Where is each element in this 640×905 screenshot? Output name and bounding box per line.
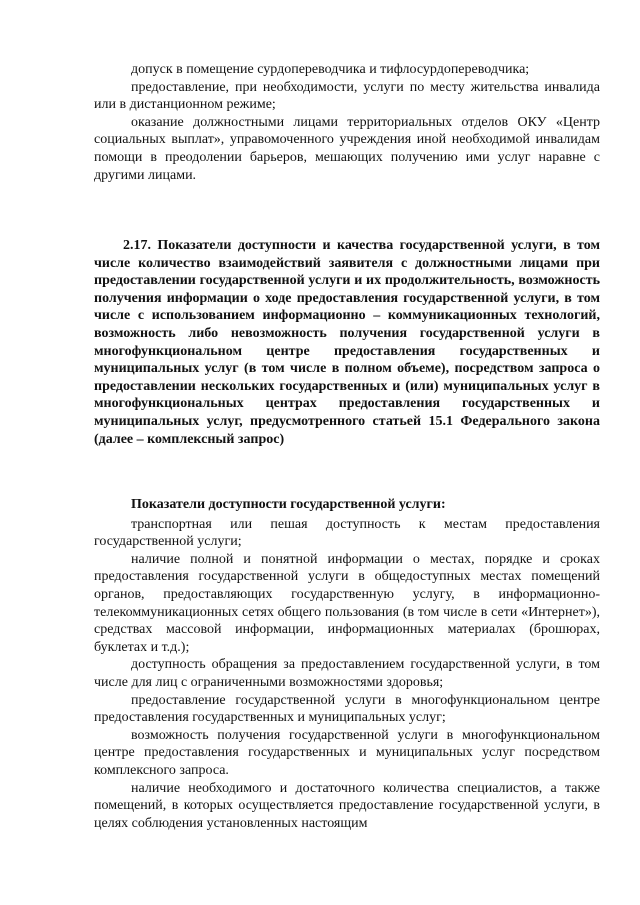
accessibility-indicators: [94, 496, 600, 832]
list-item: предоставление, при необходимости, услуги по месту жительства инвалида или в дистанционном режиме;: [94, 79, 600, 113]
subsection-heading: Показатели доступности государственной услуги:: [131, 497, 446, 512]
section-heading: 2.17. Показатели доступности и качества государственной услуги, в том числе количество взаимодействий заявителя с должностными лицами при предоставлении государственной услуги и их продолжительность, возможность получения информации о ходе предоставления государственной услуги, в том числе с использованием информационно – коммуникационных технологий, возможность либо невозможность получения государственной услуги в многофункциональном центре предоставления государственных и муниципальных услуг (в том числе в полном объеме), посредством запроса о предоставлении нескольких государственных и (или) муниципальных услуг в многофункциональных центрах предоставления государственных и муниципальных услуг, предусмотренного статьей 15.1 Федерального закона (далее – комплексный запрос): [94, 238, 600, 447]
list-item: транспортная или пешая доступность к местам предоставления государственной услуги;: [94, 516, 600, 550]
list-item: наличие необходимого и достаточного количества специалистов, а также помещений, в которых осуществляется предоставление государственной услуги, в целях соблюдения установленных настоящим: [94, 780, 600, 831]
list-item: допуск в помещение сурдопереводчика и тифлосурдопереводчика;: [131, 62, 530, 77]
accessibility-facilities-list: [94, 61, 600, 184]
list-item: оказание должностными лицами территориальных отделов ОКУ «Центр социальных выплат», управомоченного учреждения иной необходимой инвалидам помощи в преодолении барьеров, мешающих получению ими услуг наравне с другими лицами.: [94, 114, 600, 183]
list-item: наличие полной и понятной информации о местах, порядке и сроках предоставления государственной услуги в общедоступных местах помещений органов, предоставляющих государственную услугу, в информационно-телекоммуникационных сетях общего пользования (в том числе в сети «Интернет»), средствах массовой информации, информационных материалах (брошюрах, буклетах и т.д.);: [94, 551, 600, 655]
list-item: доступность обращения за предоставлением государственной услуги, в том числе для лиц с ограниченными возможностями здоровья;: [94, 657, 600, 690]
list-item: возможность получения государственной услуги в многофункциональном центре предоставления государственных и муниципальных услуг посредством комплексного запроса.: [94, 727, 600, 778]
list-item: предоставление государственной услуги в многофункциональном центре предоставления государственных и муниципальных услуг;: [94, 692, 600, 726]
section-2-17: [94, 237, 600, 448]
